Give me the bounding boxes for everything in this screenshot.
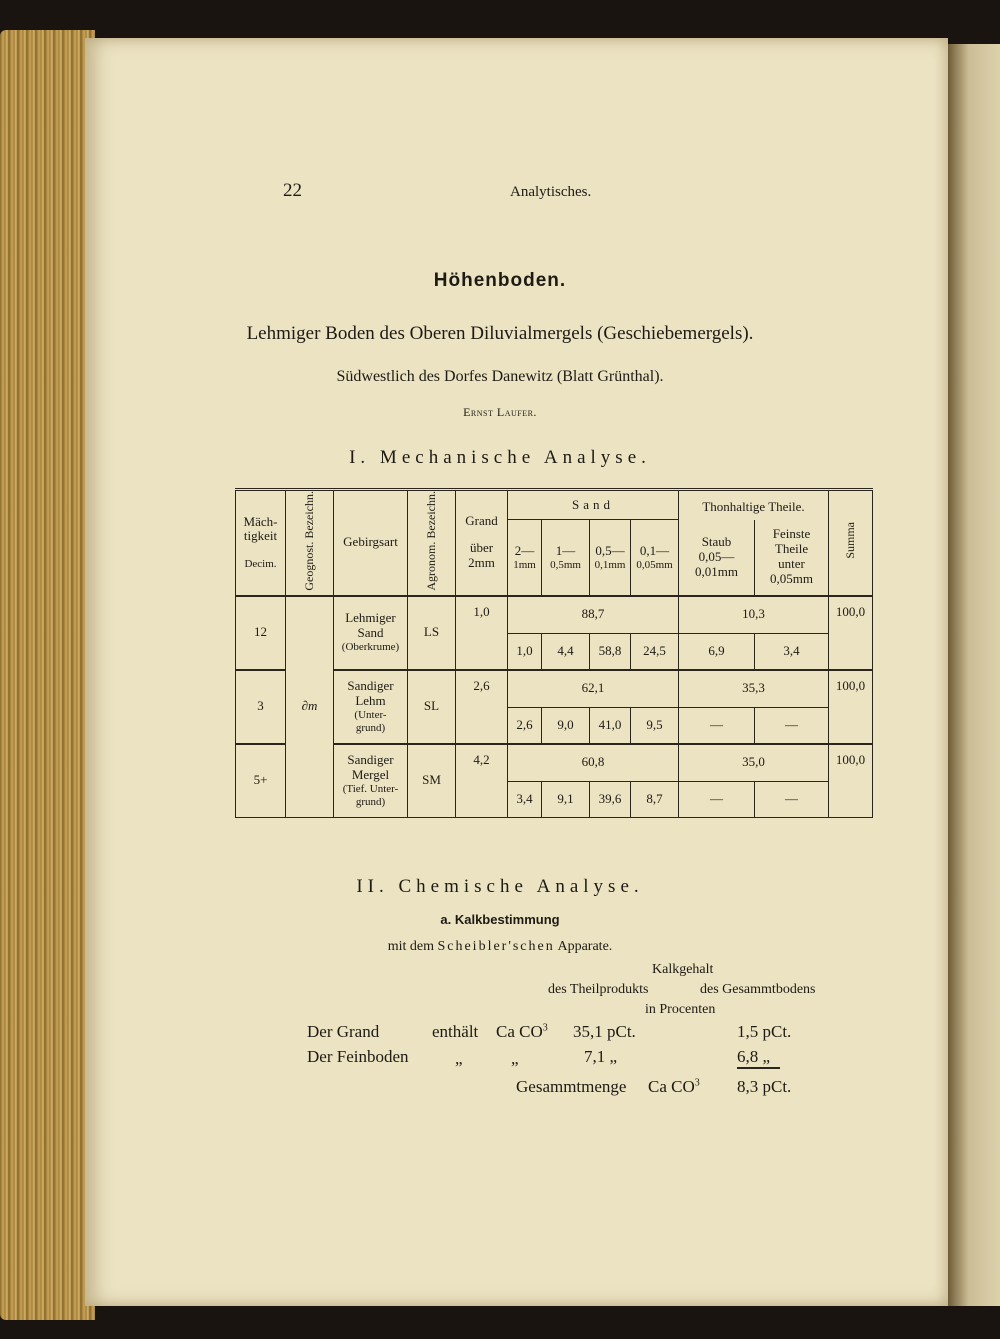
table-row <box>236 596 873 634</box>
header-staub-line2: 0,05— <box>698 548 735 564</box>
row-label: Der Feinboden <box>307 1047 409 1066</box>
sand-value: 8,7 <box>631 782 679 818</box>
agronom-cell: SM <box>408 744 456 818</box>
header-sand-col4 <box>631 520 679 596</box>
sand-value: 9,5 <box>631 708 679 744</box>
agronom-cell: SL <box>408 670 456 744</box>
agronom-cell: LS <box>408 596 456 670</box>
total-compound <box>648 1077 700 1097</box>
row-part-value: 7,1 „ <box>584 1047 618 1066</box>
subsection-heading: a. Kalkbestimmung <box>440 912 560 927</box>
header-sand-col3 <box>590 520 631 596</box>
rock-line4: grund) <box>355 795 386 808</box>
geognost-cell: ∂m <box>286 596 334 818</box>
compound-text: Ca CO <box>496 1022 543 1041</box>
compound-sup: 3 <box>694 1077 700 1089</box>
total-label: Gesammtmenge <box>516 1077 627 1096</box>
compound-text: „ <box>511 1049 519 1068</box>
book-page-edges <box>0 30 95 1320</box>
sand-col2-to: 0,5mm <box>550 558 581 571</box>
header-feinste-line3: unter <box>778 556 805 572</box>
row-total-value: 6,8 „ <box>737 1047 780 1069</box>
sand-value: 1,0 <box>508 634 542 670</box>
location: Südwestlich des Dorfes Danewitz (Blatt Grünthal). <box>336 368 664 385</box>
rock-line2: Mergel <box>351 767 390 783</box>
header-agronom-label: Agronom. Bezeichn. <box>423 491 438 591</box>
header-feinste-line2: Theile <box>774 541 809 557</box>
method-pre: mit dem <box>387 939 434 954</box>
grand-cell: 1,0 <box>456 596 508 670</box>
section-chemical-heading: II. Chemische Analyse. <box>356 876 644 897</box>
subtitle: Lehmiger Boden des Oberen Diluvialmergels (Geschiebemergels). <box>246 323 754 344</box>
clay-total-cell: 10,3 <box>679 596 829 634</box>
header-feinste-line1: Feinste <box>772 526 811 542</box>
clay-total-cell: 35,0 <box>679 744 829 782</box>
header-thickness-unit: Decim. <box>244 558 277 571</box>
sand-value: 3,4 <box>508 782 542 818</box>
sand-value: 39,6 <box>590 782 631 818</box>
header-grand-line3: 2mm <box>468 555 495 571</box>
row-compound <box>496 1022 548 1042</box>
rock-line2: Sand <box>357 625 384 641</box>
compound-sup: 3 <box>542 1022 548 1034</box>
header-grand-line1: Grand <box>465 513 498 529</box>
header-feinste-line4: 0,05mm <box>770 571 813 587</box>
header-thickness <box>236 490 286 596</box>
compound-text: Ca CO <box>648 1077 695 1096</box>
row-verb: enthält <box>432 1022 479 1041</box>
row-total-value: 1,5 pCt. <box>737 1022 792 1041</box>
rock-line3: (Unter- <box>354 708 387 721</box>
header-thickness-line1: Mäch- <box>243 513 278 529</box>
feinste-value: — <box>755 708 829 744</box>
header-staub-line3: 0,01mm <box>695 563 738 579</box>
author: Ernst Laufer. <box>463 405 537 419</box>
sand-col1-from: 2— <box>514 542 535 558</box>
summa-cell: 100,0 <box>829 670 873 744</box>
staub-value: — <box>679 782 755 818</box>
unit-label: in Procenten <box>645 1002 716 1017</box>
header-clay: Thonhaltige Theile. <box>679 490 829 520</box>
rock-line1: Sandiger <box>347 678 394 693</box>
row-compound <box>511 1049 519 1069</box>
sand-value: 9,1 <box>542 782 590 818</box>
method-name: Scheibler'schen <box>437 939 555 954</box>
feinste-value: 3,4 <box>755 634 829 670</box>
sand-total-cell: 88,7 <box>508 596 679 634</box>
column-header-part: des Theilprodukts <box>548 982 649 997</box>
header-staub <box>679 520 755 596</box>
row-label: Der Grand <box>307 1022 380 1041</box>
thickness-cell: 12 <box>236 596 286 670</box>
summa-cell: 100,0 <box>829 744 873 818</box>
total-value: 8,3 pCt. <box>737 1077 792 1096</box>
rock-line4: grund) <box>355 721 386 734</box>
sand-value: 9,0 <box>542 708 590 744</box>
grand-cell: 4,2 <box>456 744 508 818</box>
sand-total-cell: 62,1 <box>508 670 679 708</box>
grand-cell: 2,6 <box>456 670 508 744</box>
feinste-value: — <box>755 782 829 818</box>
sand-col2-from: 1— <box>555 542 576 558</box>
header-geognost-label: Geognost. Bezeichn. <box>301 491 316 591</box>
sand-col4-to: 0,05mm <box>636 558 673 571</box>
header-summa-label: Summa <box>842 522 857 560</box>
rock-line1: Lehmiger <box>345 610 396 626</box>
sand-col1-to: 1mm <box>513 558 536 571</box>
rock-cell <box>334 744 408 818</box>
page-number: 22 <box>283 180 302 201</box>
sand-total-cell: 60,8 <box>508 744 679 782</box>
page-title: Höhenboden. <box>433 270 567 291</box>
kalkgehalt-label: Kalkgehalt <box>652 962 714 977</box>
header-sand-col2 <box>542 520 590 596</box>
running-head: Analytisches. <box>510 184 592 200</box>
facing-page-edge <box>948 44 1000 1306</box>
header-summa <box>829 490 873 596</box>
method-line <box>0 939 1000 955</box>
header-agronom <box>408 490 456 596</box>
header-staub-line1: Staub <box>701 533 732 549</box>
sand-value: 2,6 <box>508 708 542 744</box>
staub-value: 6,9 <box>679 634 755 670</box>
header-grand <box>456 490 508 596</box>
staub-value: — <box>679 708 755 744</box>
section-mechanical-heading: I. Mechanische Analyse. <box>349 447 651 468</box>
row-verb: „ <box>455 1049 463 1068</box>
sand-col3-from: 0,5— <box>595 542 625 558</box>
summa-cell: 100,0 <box>829 596 873 670</box>
header-grand-line2: über <box>469 540 494 556</box>
rock-cell <box>334 670 408 744</box>
header-sand: Sand <box>508 490 679 520</box>
rock-line3: (Tief. Unter- <box>342 783 399 796</box>
rock-line1: Sandiger <box>347 752 394 768</box>
sand-value: 4,4 <box>542 634 590 670</box>
header-sand-col1 <box>508 520 542 596</box>
sand-col3-to: 0,1mm <box>594 558 626 571</box>
column-header-total: des Gesammtbodens <box>700 982 816 997</box>
rock-line2: Lehm <box>355 692 386 708</box>
sand-value: 58,8 <box>590 634 631 670</box>
sand-value: 24,5 <box>631 634 679 670</box>
sand-col4-from: 0,1— <box>639 542 670 558</box>
thickness-cell: 3 <box>236 670 286 744</box>
header-geognost <box>286 490 334 596</box>
sand-value: 41,0 <box>590 708 631 744</box>
rock-cell <box>334 596 408 670</box>
thickness-cell: 5+ <box>236 744 286 818</box>
rock-line3: (Oberkrume) <box>341 641 400 654</box>
row-part-value: 35,1 pCt. <box>573 1022 636 1041</box>
method-post: Apparate. <box>557 939 613 954</box>
mechanical-analysis-table <box>235 488 873 818</box>
header-feinste <box>755 520 829 596</box>
header-rock: Gebirgsart <box>334 490 408 596</box>
clay-total-cell: 35,3 <box>679 670 829 708</box>
header-thickness-line2: tigkeit <box>243 528 278 544</box>
